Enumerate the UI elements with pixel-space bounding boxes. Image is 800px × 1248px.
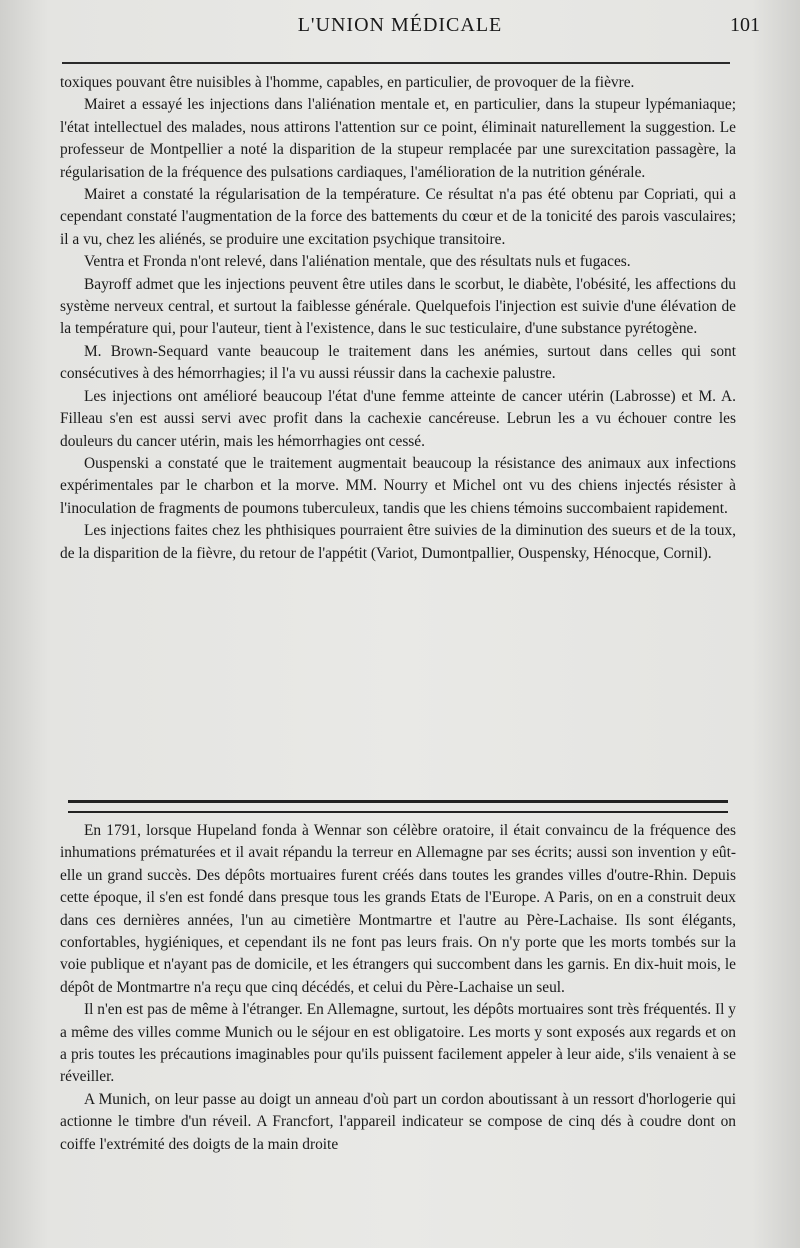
paragraph: A Munich, on leur passe au doigt un anneau d'où part un cordon aboutissant à un ressort d'horlogerie qui actionne le timbre d'un réveil. A Francfort, l'appareil indicateur se compose de cinq dés à coudre dont on coiffe l'extrémité des doigts de la main droite	[60, 1090, 736, 1153]
paragraph: toxiques pouvant être nuisibles à l'homme, capables, en particulier, de provoquer de la fièvre.	[60, 74, 635, 91]
paragraph: Les injections ont amélioré beaucoup l'état d'une femme atteinte de cancer utérin (Labrosse) et M. A. Filleau s'en est aussi servi avec profit dans la cachexie cancéreuse. Lebrun les a vu échouer contre les douleurs du cancer utérin, mais les hémorrhagies ont cessé.	[60, 387, 736, 450]
paragraph: Bayroff admet que les injections peuvent être utiles dans le scorbut, le diabète, l'obésité, les affections du système nerveux central, et surtout la faiblesse générale. Quelquefois l'injection est suivie d'une élévation de la température qui, pour l'auteur, tient à l'existence, dans le suc testiculaire, d'une substance pyrétogène.	[60, 275, 736, 338]
paragraph: Ouspenski a constaté que le traitement augmentait beaucoup la résistance des animaux aux infections expérimentales par le charbon et la morve. MM. Nourry et Michel ont vu des chiens injectés résister à l'inoculation de fragments de poumons tuberculeux, tandis que les chiens témoins succombaient rapidement.	[60, 454, 736, 517]
paragraph: Mairet a constaté la régularisation de la température. Ce résultat n'a pas été obtenu par Copriati, qui a cependant constaté l'augmentation de la force des battements du cœur et de la tonicité des parois vasculaires; il a vu, chez les aliénés, se produire une excitation psychique transitoire.	[60, 186, 736, 248]
paragraph: Mairet a essayé les injections dans l'aliénation mentale et, en particulier, dans la stupeur lypémaniaque; l'état intellectuel des malades, nous attirons l'attention sur ce point, éliminait naturellement la suggestion. Le professeur de Montpellier a noté la disparition de la stupeur remplacée par une surexcitation passagère, la régularisation de la fréquence des pulsations cardiaques, l'amélioration de la nutrition générale.	[60, 96, 736, 181]
paragraph: Il n'en est pas de même à l'étranger. En Allemagne, surtout, les dépôts mortuaires sont très fréquentés. Il y a même des villes comme Munich ou le séjour en est obligatoire. Les morts y sont exposés aux regards et on a pris toutes les précautions imaginables pour qu'ils puissent facilement appeler à leur aide, s'ils venaient à se réveiller.	[60, 1001, 736, 1086]
header-rule	[62, 62, 730, 64]
journal-title: L'UNION MÉDICALE	[297, 14, 503, 36]
paragraph: Ventra et Fronda n'ont relevé, dans l'aliénation mentale, que des résultats nuls et fugaces.	[84, 253, 631, 271]
page-number: 101	[730, 14, 760, 36]
paragraph: En 1791, lorsque Hupeland fonda à Wennar son célèbre oratoire, il était convaincu de la fréquence des inhumations prématurées et il avait répandu la terreur en Allemagne par ses écrits; aussi son invention y eût-elle un grand succès. Des dépôts mortuaires furent créés dans toutes les grandes villes d'outre-Rhin. Depuis cette époque, il s'en est fondé dans presque tous les grands Etats de l'Europe. A Paris, on en a construit deux dans ces dernières années, l'un au cimetière Montmartre et l'autre au Père-Lachaise. Ils sont élégants, confortables, hygiéniques, et cependant ils ne font pas leurs frais. On n'y porte que les morts tombés sur la voie publique et n'ayant pas de domicile, et les étrangers qui succombent dans les garnis. En dix-huit mois, le dépôt de Montmartre n'a reçu que cinq décédés, et celui du Père-Lachaise un seul.	[60, 822, 736, 996]
paragraph: M. Brown-Sequard vante beaucoup le traitement dans les anémies, surtout dans celles qui sont consécutives à des hémorrhagies; il l'a vu aussi réussir dans la cachexie palustre.	[60, 342, 736, 383]
article-continuation	[60, 72, 736, 565]
section-divider	[68, 800, 728, 813]
running-head	[60, 14, 760, 44]
article-mortuary	[60, 820, 736, 1156]
paragraph: Les injections faites chez les phthisiques pourraient être suivies de la diminution des sueurs et de la toux, de la disparition de la fièvre, du retour de l'appétit (Variot, Dumontpallier, Ouspensky, Hénocque, Cornil).	[60, 522, 736, 562]
